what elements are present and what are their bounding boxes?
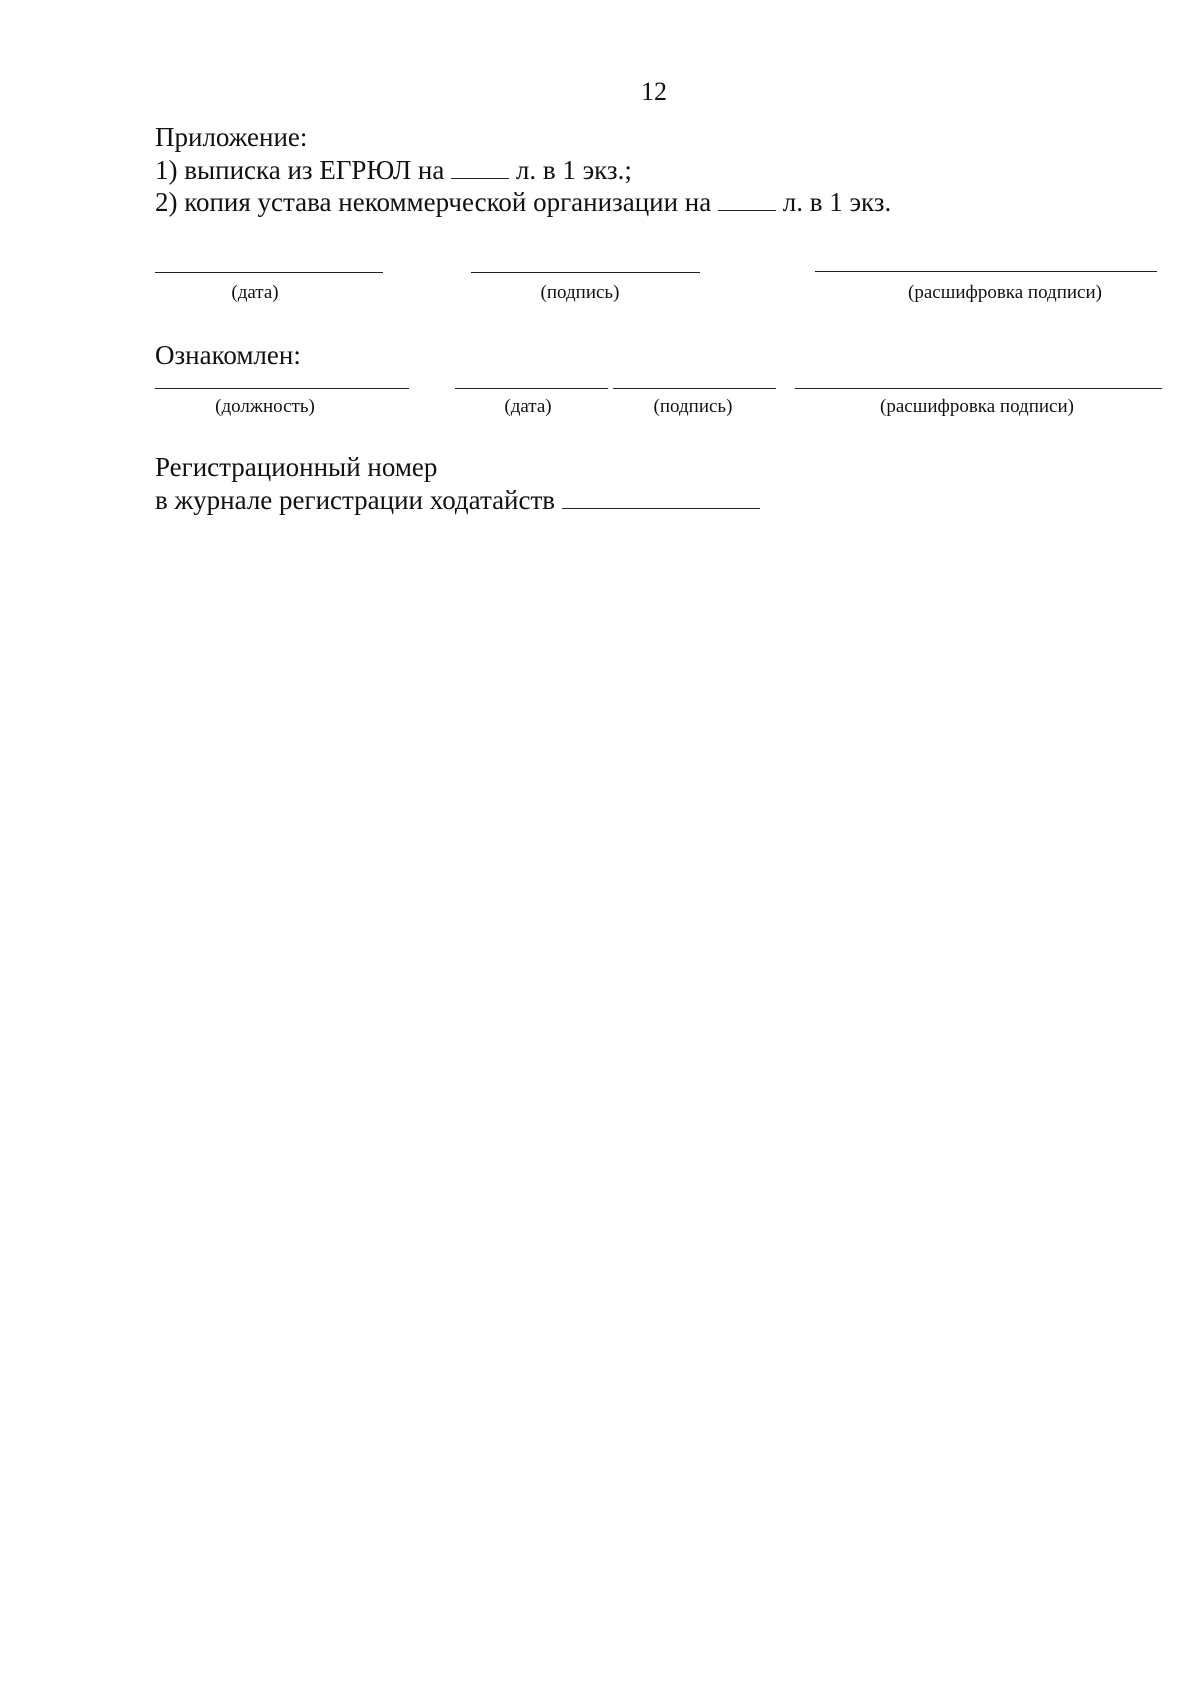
date-caption: (дата): [231, 282, 279, 303]
attachment-item-2: [155, 186, 891, 218]
acquaintance-date-line: [455, 388, 608, 389]
attachment-item-2-pages-blank: [718, 190, 776, 211]
attachment-item-2-suffix: л. в 1 экз.: [782, 187, 892, 217]
attachment-item-1-pages-blank: [451, 158, 509, 179]
acquaintance-signature-caption: (подпись): [653, 396, 733, 417]
acquaintance-decoding-caption: (расшифровка подписи): [880, 396, 1074, 417]
signature-caption: (подпись): [540, 282, 620, 303]
registration-number-label: Регистрационный номер: [155, 452, 438, 482]
registration-journal-line: [155, 484, 760, 516]
acquaintance-title: Ознакомлен:: [155, 340, 301, 370]
registration-journal-label: в журнале регистрации ходатайств: [155, 485, 556, 515]
signature-line: [471, 272, 700, 273]
acquaintance-position-line: [155, 388, 409, 389]
acquaintance-position-caption: (должность): [215, 396, 315, 417]
signature-decoding-line: [815, 271, 1157, 272]
registration-number-blank: [562, 488, 760, 509]
attachment-item-1-prefix: 1) выписка из ЕГРЮЛ на: [155, 155, 445, 185]
attachment-item-2-prefix: 2) копия устава некоммерческой организации на: [155, 187, 712, 217]
attachment-item-1: [155, 154, 632, 186]
attachment-item-1-suffix: л. в 1 экз.;: [515, 155, 632, 185]
attachments-title: Приложение:: [155, 122, 308, 152]
signature-decoding-caption: (расшифровка подписи): [908, 282, 1102, 303]
page-number: 12: [641, 77, 667, 106]
acquaintance-signature-line: [613, 388, 776, 389]
acquaintance-decoding-line: [795, 388, 1162, 389]
acquaintance-date-caption: (дата): [504, 396, 552, 417]
date-signature-line: [155, 272, 383, 273]
